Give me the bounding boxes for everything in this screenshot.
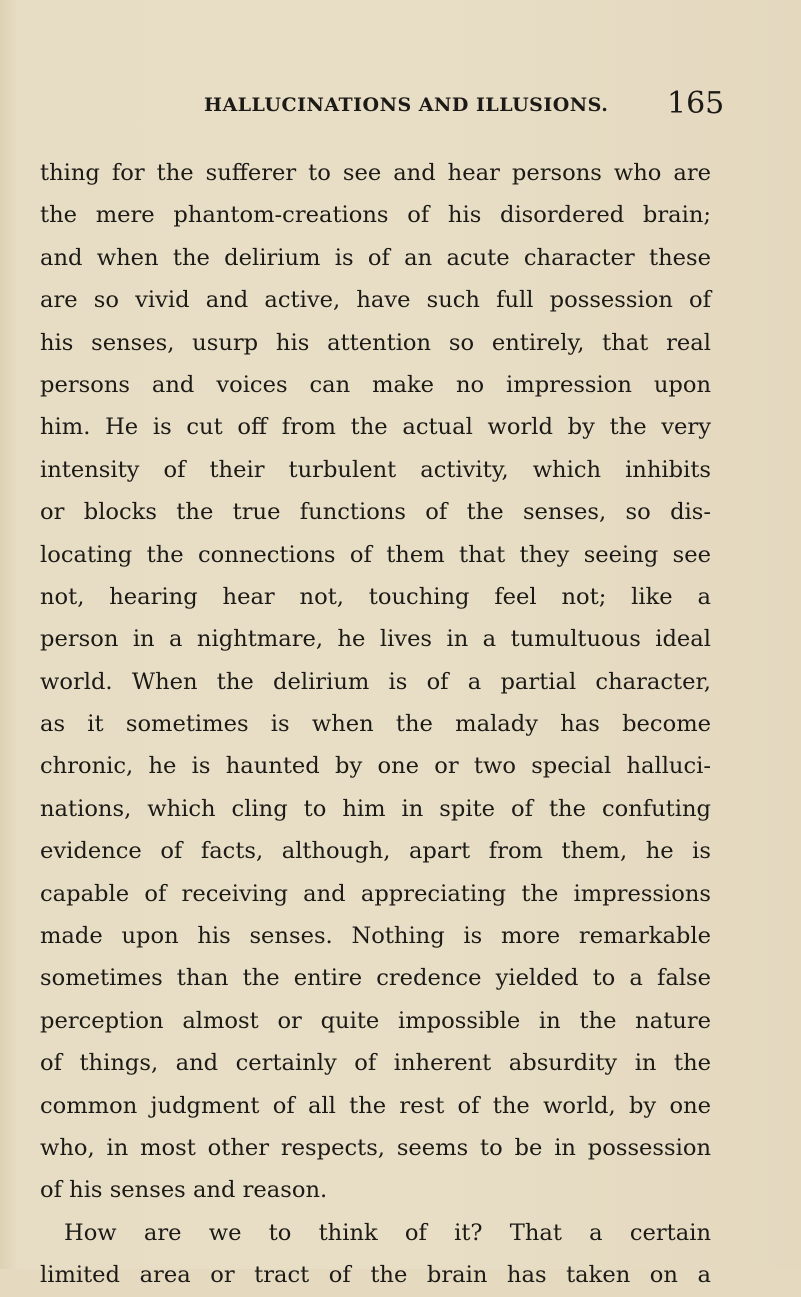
text-line: intensity of their turbulent activity, which inhibits	[40, 456, 711, 483]
running-head: HALLUCINATIONS AND ILLUSIONS.	[204, 94, 609, 116]
text-line: capable of receiving and appreciating the impressions	[40, 880, 711, 907]
text-line: his senses, usurp his attention so entirely, that real	[40, 329, 711, 356]
text-line: and when the delirium is of an acute character these	[40, 244, 711, 271]
text-line: nations, which cling to him in spite of the confuting	[40, 795, 711, 822]
text-line: locating the connections of them that they seeing see	[40, 541, 711, 568]
text-line: the mere phantom-creations of his disordered brain;	[40, 202, 711, 229]
text-line: of his senses and reason.	[40, 1177, 328, 1204]
text-line: person in a nightmare, he lives in a tumultuous ideal	[40, 626, 711, 653]
text-line: evidence of facts, although, apart from them, he is	[40, 838, 711, 865]
text-line: or blocks the true functions of the senses, so dis-	[40, 499, 711, 526]
page-number: 165	[667, 86, 725, 121]
page-header	[0, 88, 801, 128]
body-text	[40, 152, 711, 1297]
text-line: sometimes than the entire credence yielded to a false	[40, 965, 711, 992]
text-line: thing for the sufferer to see and hear persons who are	[40, 160, 711, 186]
text-line: chronic, he is haunted by one or two special halluci-	[40, 753, 711, 780]
text-line: not, hearing hear not, touching feel not; like a	[40, 583, 711, 610]
text-line: limited area or tract of the brain has taken on a	[40, 1262, 711, 1289]
text-line: made upon his senses. Nothing is more remarkable	[40, 923, 711, 950]
text-line: world. When the delirium is of a partial character,	[40, 668, 711, 695]
text-line: him. He is cut off from the actual world by the very	[40, 414, 711, 441]
text-line: as it sometimes is when the malady has become	[40, 711, 711, 738]
text-line: common judgment of all the rest of the world, by one	[40, 1092, 711, 1119]
text-line: are so vivid and active, have such full possession of	[40, 287, 711, 314]
text-line: who, in most other respects, seems to be in possession	[40, 1134, 711, 1161]
text-line: perception almost or quite impossible in the nature	[40, 1007, 711, 1034]
text-line: How are we to think of it? That a certain	[64, 1219, 711, 1246]
text-line: of things, and certainly of inherent absurdity in the	[40, 1050, 711, 1077]
text-line: persons and voices can make no impression upon	[40, 371, 711, 398]
